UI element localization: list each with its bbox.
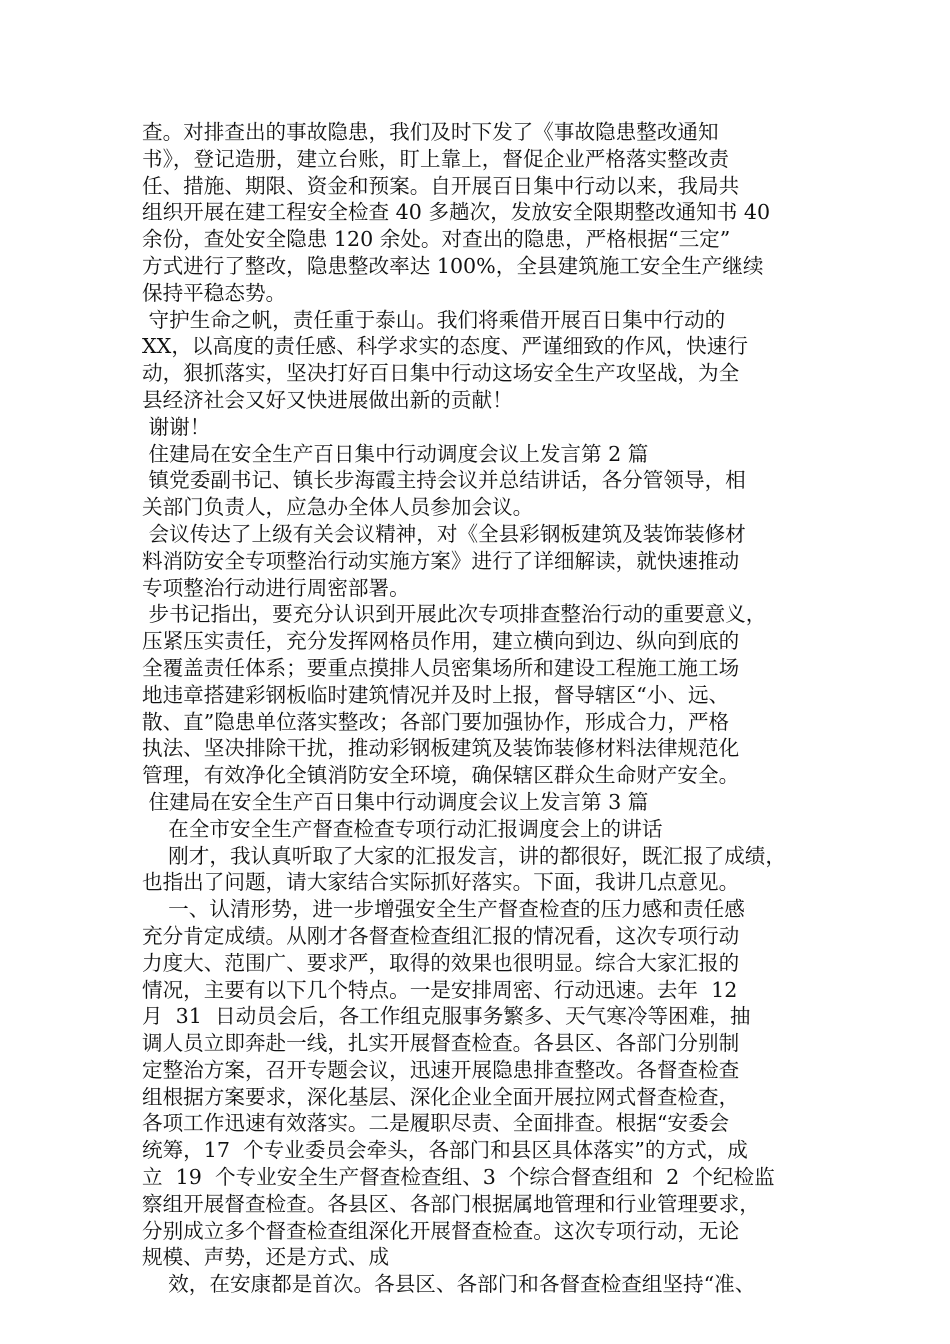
- text-line: 全覆盖责任体系；要重点摸排人员密集场所和建设工程施工施工场: [142, 655, 740, 680]
- text-line: 组根据方案要求，深化基层、深化企业全面开展拉网式督查检查，: [142, 1084, 740, 1109]
- text-line: 调人员立即奔赴一线，扎实开展督查检查。各县区、各部门分别制: [142, 1031, 740, 1056]
- text-line: 步书记指出，要充分认识到开展此次专项排查整治行动的重要意义，: [142, 602, 767, 627]
- text-line: 动，狠抓落实，坚决打好百日集中行动这场安全生产攻坚战，为全: [142, 361, 740, 386]
- text-line: 查。对排查出的事故隐患，我们及时下发了《事故隐患整改通知: [142, 120, 719, 144]
- text-line: 察组开展督查检查。各县区、各部门根据属地管理和行业管理要求，: [142, 1191, 760, 1216]
- text-line: 充分肯定成绩。从刚才各督查检查组汇报的情况看，这次专项行动: [142, 923, 740, 948]
- text-line: 书》，登记造册，建立台账，盯上靠上，督促企业严格落实整改责: [142, 146, 729, 171]
- text-line: 力度大、范围广、要求严，取得的效果也很明显。综合大家汇报的: [142, 950, 740, 975]
- text-line: 立 19 个专业安全生产督查检查组、3 个综合督查组和 2 个纪检监: [142, 1165, 775, 1190]
- text-line: 守护生命之帆，责任重于泰山。我们将乘借开展百日集中行动的: [142, 307, 726, 332]
- text-line: 关部门负责人，应急办全体人员参加会议。: [142, 495, 534, 520]
- text-line: 任、措施、期限、资金和预案。自开展百日集中行动以来，我局共: [142, 173, 740, 198]
- text-line: 压紧压实责任，充分发挥网格员作用，建立横向到边、纵向到底的: [142, 629, 740, 654]
- text-line: 一、认清形势，进一步增强安全生产督查检查的压力感和责任感: [142, 897, 745, 922]
- text-line: 规模、声势，还是方式、成: [142, 1245, 390, 1270]
- text-line: 定整治方案，召开专题会议，迅速开展隐患排查整改。各督查检查: [142, 1057, 740, 1082]
- section-heading: 住建局在安全生产百日集中行动调度会议上发言第 2 篇: [142, 441, 649, 466]
- text-line: 各项工作迅速有效落实。二是履职尽责、全面排查。根据“安委会: [142, 1111, 730, 1136]
- body-text: [142, 119, 822, 1298]
- text-line: 分别成立多个督查检查组深化开展督查检查。这次专项行动，无论: [142, 1218, 740, 1243]
- text-line: 地违章搭建彩钢板临时建筑情况并及时上报，督导辖区“小、远、: [142, 682, 730, 707]
- text-line: 镇党委副书记、镇长步海霞主持会议并总结讲话，各分管领导，相: [142, 468, 746, 493]
- text-line: 县经济社会又好又快进展做出新的贡献！: [142, 387, 513, 412]
- text-line: 散、直”隐患单位落实整改；各部门要加强协作，形成合力，严格: [142, 709, 730, 734]
- text-line: 料消防安全专项整治行动实施方案》进行了详细解读，就快速推动: [142, 548, 740, 573]
- text-line: 余份，查处安全隐患 120 余处。对查出的隐患，严格根据“三定”: [142, 227, 731, 252]
- text-line: XX，以高度的责任感、科学求实的态度、严谨细致的作风，快速行: [142, 334, 748, 359]
- speech-title: 在全市安全生产督查检查专项行动汇报调度会上的讲话: [142, 816, 663, 841]
- text-line: 方式进行了整改，隐患整改率达 100%，全县建筑施工安全生产继续: [142, 253, 764, 278]
- text-line: 统筹，17 个专业委员会牵头，各部门和县区具体落实”的方式，成: [142, 1138, 748, 1163]
- text-line: 组织开展在建工程安全检查 40 多趟次，发放安全限期整改通知书 40: [142, 200, 771, 225]
- text-line: 刚才，我认真听取了大家的汇报发言，讲的都很好，既汇报了成绩，: [142, 843, 786, 868]
- text-line: 执法、坚决排除干扰，推动彩钢板建筑及装饰装修材料法律规范化: [142, 736, 740, 761]
- text-line: 管理，有效净化全镇消防安全环境，确保辖区群众生命财产安全。: [142, 763, 740, 788]
- text-line: 效，在安康都是首次。各县区、各部门和各督查检查组坚持“准、: [142, 1272, 756, 1297]
- text-line: 月 31 日动员会后，各工作组克服事务繁多、天气寒冷等困难，抽: [142, 1004, 751, 1029]
- text-line: 保持平稳态势。: [142, 280, 287, 305]
- text-line: 谢谢！: [142, 414, 211, 439]
- text-line: 专项整治行动进行周密部署。: [142, 575, 410, 600]
- text-line: 情况，主要有以下几个特点。一是安排周密、行动迅速。去年 12: [142, 977, 738, 1002]
- text-line: 也指出了问题，请大家结合实际抓好落实。下面，我讲几点意见。: [142, 870, 740, 895]
- text-line: 会议传达了上级有关会议精神，对《全县彩钢板建筑及装饰装修材: [142, 521, 746, 546]
- section-heading: 住建局在安全生产百日集中行动调度会议上发言第 3 篇: [142, 789, 649, 814]
